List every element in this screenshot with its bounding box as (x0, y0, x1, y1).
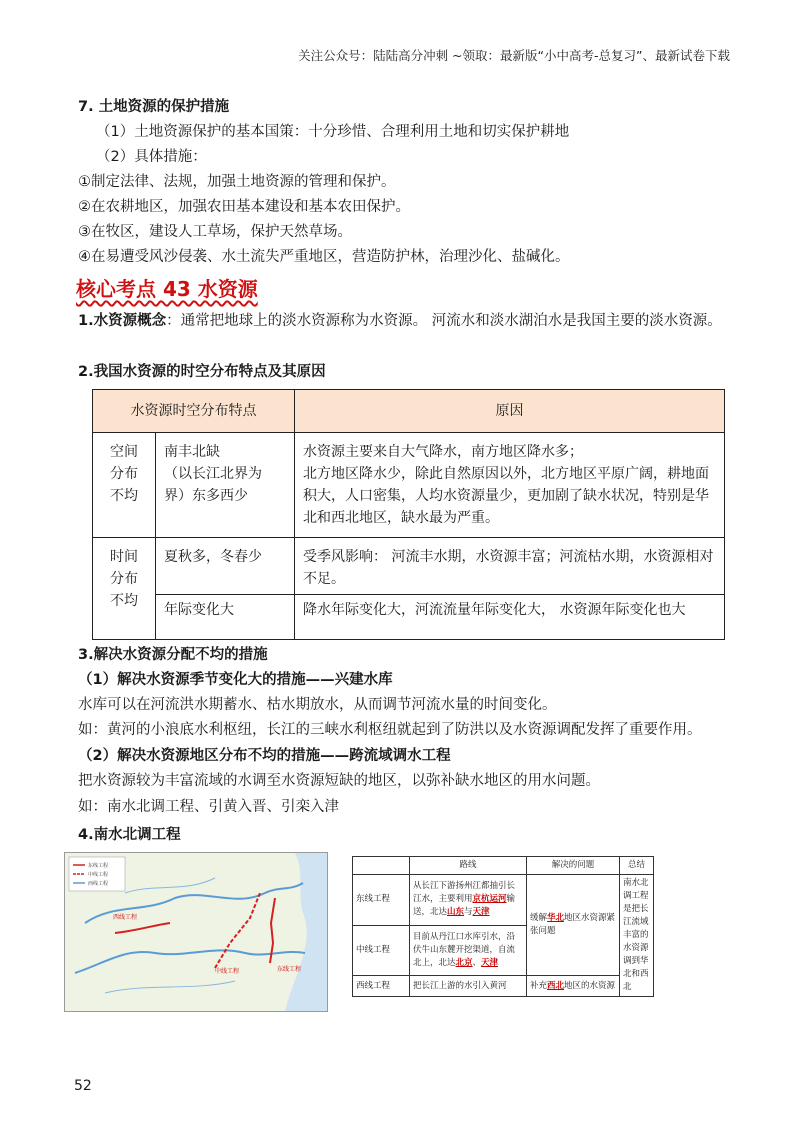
map-graphic (65, 853, 327, 1011)
snb-mid-route: 目前从丹江口水库引水，沿伏牛山东麓开挖渠道，自流北上，北达北京、天津 (410, 925, 527, 976)
snb-summary: 南水北调工程是把长江流域丰富的水资源调到华北和西北 (620, 875, 654, 997)
legend-mid: 中线工程 (88, 872, 109, 878)
map-label-east: 东线工程 (277, 966, 302, 973)
mid-route-beijing: 北京 (455, 957, 473, 968)
land-policy: （1）土地资源保护的基本国策：十分珍惜、合理利用土地和切实保护耕地 (96, 124, 570, 140)
snb-east-name: 东线工程 (353, 875, 410, 926)
snb-route-map (64, 852, 328, 1012)
water-concept-text: ：通常把地球上的淡水资源称为水资源。 河流水和淡水湖泊水是我国主要的淡水资源。 (166, 313, 722, 329)
snb-west-route: 把长江上游的水引入黄河 (410, 976, 527, 997)
mid-route-tianjin: 天津 (481, 957, 499, 968)
west-problem-text: 补充 (530, 980, 548, 991)
east-route-text: 从长江下游扬州江都抽引长江水，主要利用 (413, 881, 516, 905)
problem-huabei: 华北 (547, 913, 565, 924)
distribution-table (92, 389, 725, 640)
water-concept-label: 1.水资源概念 (78, 313, 167, 329)
space-reason (295, 433, 725, 538)
measure-2-title: （2）解决水资源地区分布不均的措施——跨流域调水工程 (78, 748, 451, 764)
map-label-west: 西线工程 (113, 914, 138, 921)
measure-2-example: 如：南水北调工程、引黄入晋、引栾入津 (78, 799, 339, 815)
time-label-line: 分布 (110, 571, 138, 587)
snb-header-blank (353, 857, 410, 875)
east-route-text: 与 (464, 907, 473, 918)
west-problem-xibei: 西北 (547, 980, 565, 991)
snb-header-problem: 解决的问题 (527, 857, 620, 875)
distribution-title: 2.我国水资源的时空分布特点及其原因 (78, 364, 326, 380)
section-title-land: 7. 土地资源的保护措施 (78, 99, 230, 115)
land-measures-label: （2）具体措施： (96, 149, 207, 165)
time-reason-2: 降水年际变化大，河流流量年际变化大， 水资源年际变化也大 (295, 595, 725, 640)
measure-1-example: 如：黄河的小浪底水利枢纽，长江的三峡水利枢纽就起到了防洪以及水资源调配发挥了重要作用。 (78, 722, 702, 738)
space-feature-line: （以长江北界为 (164, 466, 262, 482)
table-header-row (93, 390, 725, 433)
mid-route-text: 目前从丹江口水库引水，沿伏牛山东麓开挖渠道，自流北上，北达 (413, 931, 516, 968)
land-measure-4: ④在易遭受风沙侵袭、水土流失严重地区，营造防护林，治理沙化、盐碱化。 (78, 249, 570, 265)
snb-table (352, 856, 654, 997)
legend-west: 西线工程 (88, 881, 109, 887)
space-feature (156, 433, 295, 538)
measures-title: 3.解决水资源分配不均的措施 (78, 647, 268, 663)
table-row (353, 875, 654, 926)
time-feature-1: 夏秋多，冬春少 (156, 538, 295, 595)
east-route-text: 输送，北达 (413, 894, 516, 918)
land-measure-3: ③在牧区，建设人工草场，保护天然草场。 (78, 224, 352, 240)
table-row (93, 595, 725, 640)
problem-text: 地区水资源紧张问题 (530, 913, 616, 937)
table-row (353, 976, 654, 997)
problem-text: 缓解 (530, 913, 548, 924)
measure-2-text: 把水资源较为丰富流域的水调至水资源短缺的地区，以弥补缺水地区的用水问题。 (78, 773, 600, 789)
east-route-canal: 京杭运河 (472, 894, 507, 905)
space-feature-line: 界）东多西少 (164, 488, 248, 504)
table-row (93, 433, 725, 538)
snb-header-summary: 总结 (620, 857, 654, 875)
snb-header-route: 路线 (410, 857, 527, 875)
space-label-line: 不均 (110, 488, 138, 504)
legend-east: 东线工程 (88, 863, 109, 869)
page-header: 关注公众号：陆陆高分冲刺 ~领取：最新版“小中高考-总复习”、最新试卷下载 (298, 48, 730, 63)
table-row (93, 538, 725, 595)
space-reason-line: 积大，人口密集，人均水资源量少，更加剧了缺水状况，特别是华 (303, 488, 709, 504)
measure-1-title: （1）解决水资源季节变化大的措施——兴建水库 (78, 672, 393, 688)
space-label-line: 分布 (110, 466, 138, 482)
snb-title: 4.南水北调工程 (78, 827, 181, 843)
snb-mid-name: 中线工程 (353, 925, 410, 976)
time-feature-2: 年际变化大 (156, 595, 295, 640)
time-reason-1 (295, 538, 725, 595)
measure-1-text: 水库可以在河流洪水期蓄水、枯水期放水，从而调节河流水量的时间变化。 (78, 697, 557, 713)
time-label-line: 不均 (110, 593, 138, 609)
core-topic-title: 核心考点 43 水资源 (76, 277, 258, 301)
space-label-line: 空间 (110, 444, 138, 460)
time-reason-line: 受季风影响： 河流丰水期，水资源丰富；河流枯水期，水资源相对 (303, 549, 714, 565)
time-label (93, 538, 156, 640)
space-feature-line: 南丰北缺 (164, 444, 220, 460)
east-route-tianjin: 天津 (472, 907, 490, 918)
snb-header-row (353, 857, 654, 875)
land-measure-2: ②在农耕地区，加强农田基本建设和基本农田保护。 (78, 199, 410, 215)
page-number: 52 (74, 1078, 92, 1094)
snb-west-name: 西线工程 (353, 976, 410, 997)
space-label (93, 433, 156, 538)
space-reason-line: 北和西北地区，缺水最为严重。 (303, 510, 499, 526)
time-reason-line: 不足。 (303, 571, 345, 587)
land-measure-1: ①制定法律、法规，加强土地资源的管理和保护。 (78, 174, 396, 190)
snb-west-problem (527, 976, 620, 997)
header-reason: 原因 (295, 390, 725, 433)
west-problem-text: 地区的水资源 (564, 980, 616, 991)
water-concept (78, 311, 722, 331)
space-reason-line: 北方地区降水少，除此自然原因以外，北方地区平原广阔，耕地面 (303, 466, 709, 482)
snb-east-mid-problem (527, 875, 620, 976)
map-label-mid: 中线工程 (215, 968, 240, 975)
time-label-line: 时间 (110, 549, 138, 565)
snb-east-route (410, 875, 527, 926)
header-feature: 水资源时空分布特点 (93, 390, 295, 433)
east-route-shandong: 山东 (447, 907, 465, 918)
space-reason-line: 水资源主要来自大气降水，南方地区降水多； (303, 444, 583, 460)
